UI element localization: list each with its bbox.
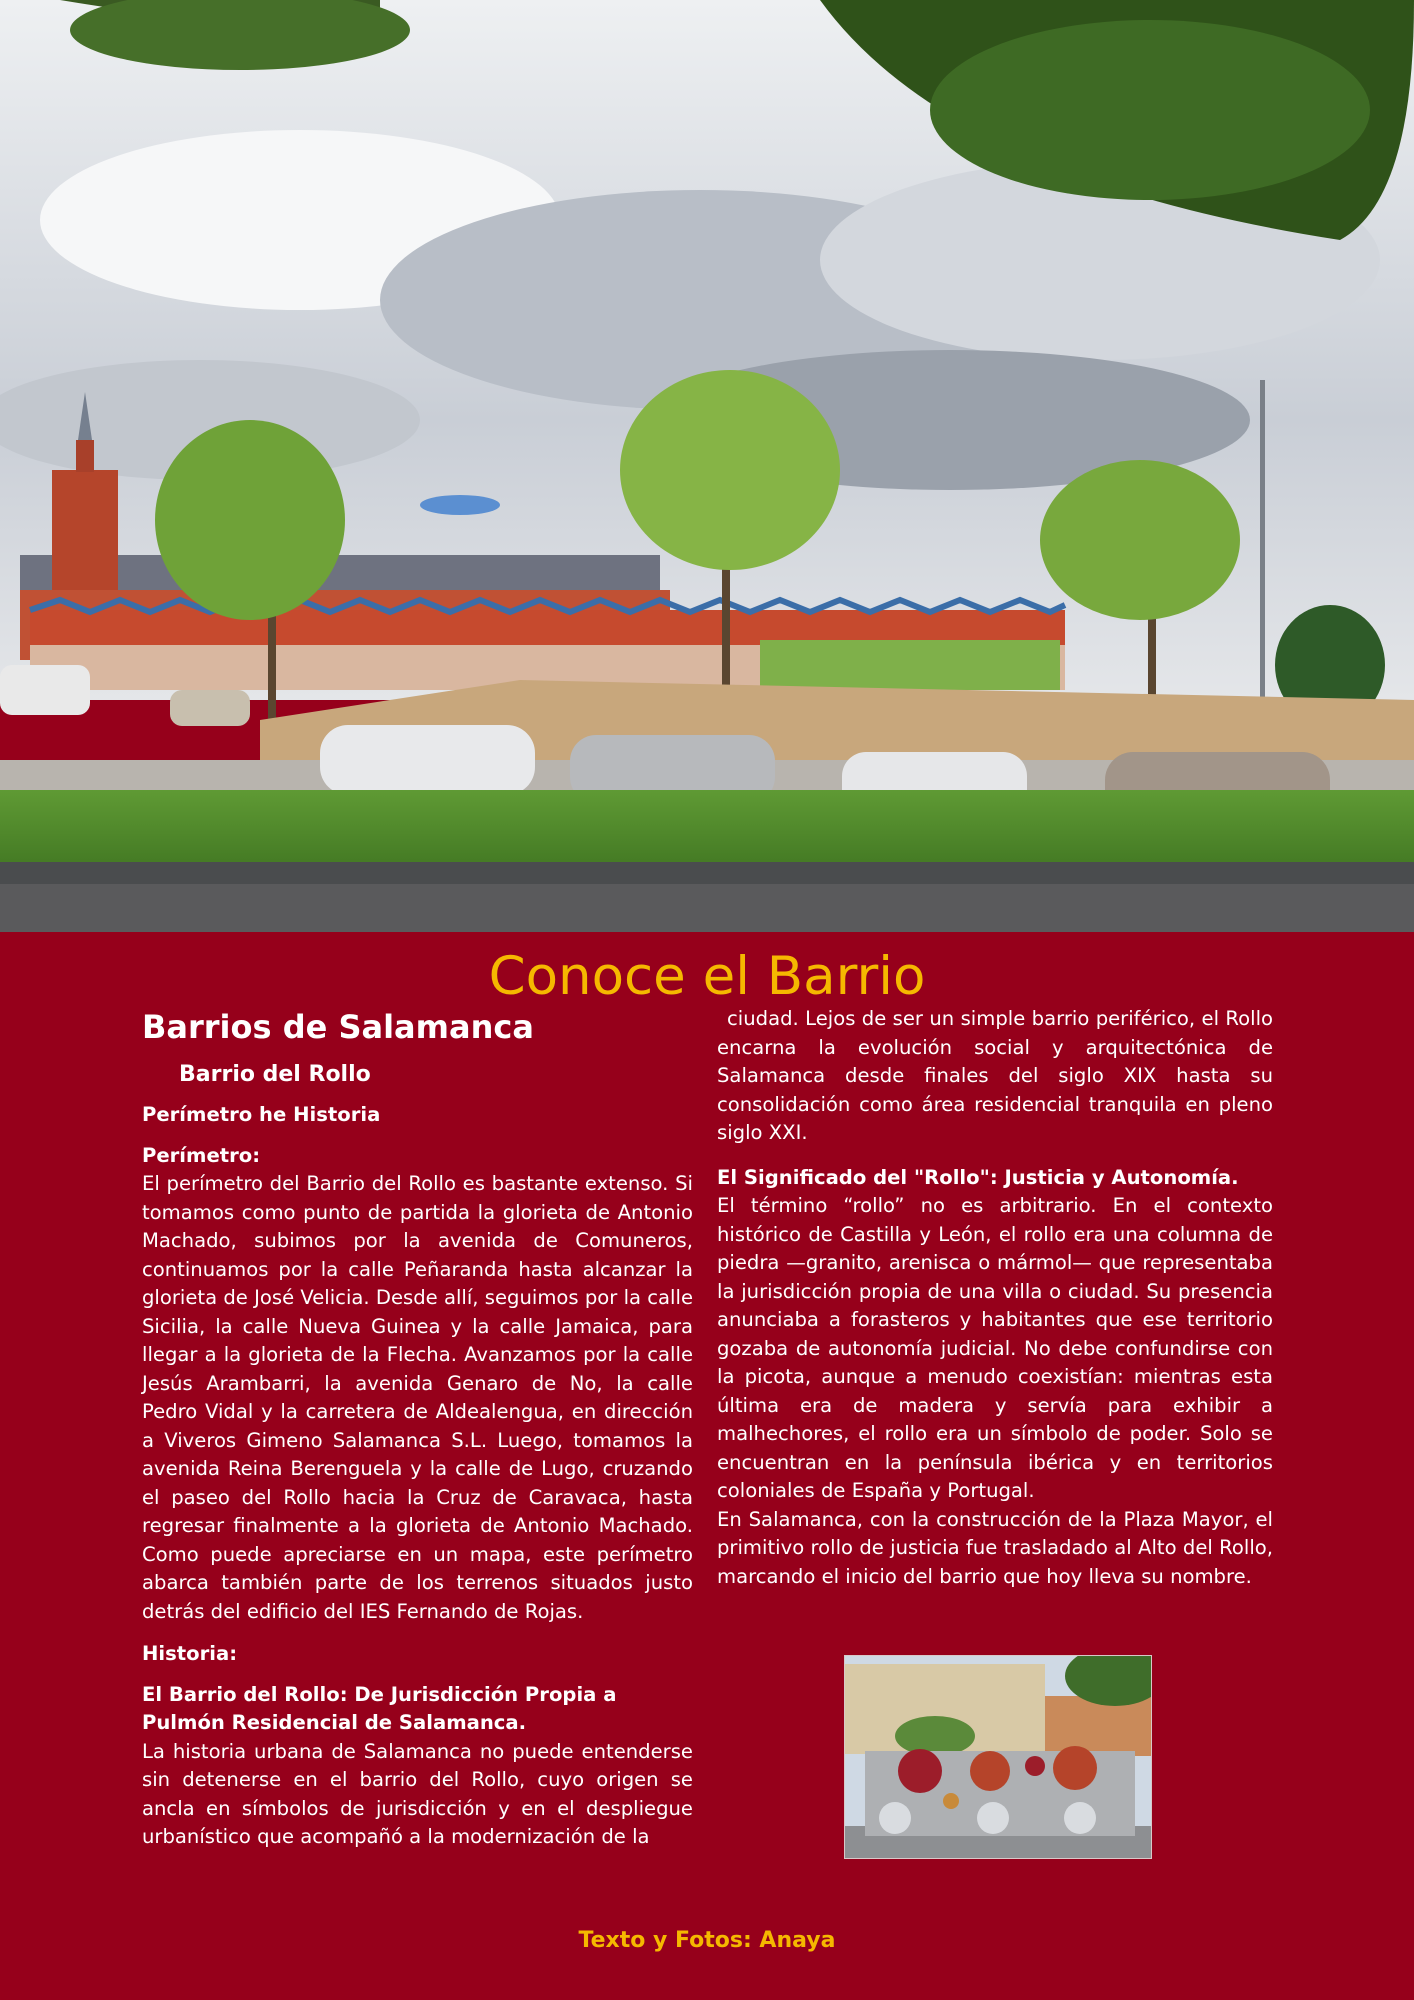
page-title: Conoce el Barrio bbox=[488, 946, 926, 1007]
historia-text: La historia urbana de Salamanca no puede entenderse sin detenerse en el barrio del Rollo, cuyo origen se ancla en símbolos de jurisdicción y en el despliegue urbanístico que acompañó a la modernización de la bbox=[142, 1739, 693, 1848]
hero-photo bbox=[0, 0, 1414, 932]
perimetro-label: Perímetro: bbox=[142, 1143, 261, 1167]
historia-label: Historia: bbox=[142, 1642, 238, 1665]
section-label: Perímetro he Historia bbox=[142, 1103, 381, 1126]
plaza-text: En Salamanca, con la construcción de la Plaza Mayor, el primitivo rollo de justicia fue trasladado al Alto del Rollo, marcando el inicio del barrio que hoy lleva su nombre. bbox=[717, 1507, 1273, 1588]
right-column bbox=[717, 1005, 1273, 1591]
section-heading: Barrios de Salamanca bbox=[142, 1008, 534, 1046]
inset-photo bbox=[844, 1655, 1152, 1859]
continued-text: ciudad. Lejos de ser un simple barrio periférico, el Rollo encarna la evolución social y arquitectónica de Salamanca desde finales del siglo XIX hasta su consolidación como área residencial tranquila en pleno siglo XXI. bbox=[717, 1007, 1273, 1144]
significado-title: El Significado del "Rollo": Justicia y Autonomía. bbox=[717, 1165, 1239, 1189]
historia-title: El Barrio del Rollo: De Jurisdicción Propia a Pulmón Residencial de Salamanca. bbox=[142, 1682, 617, 1734]
barrio-subheading: Barrio del Rollo bbox=[179, 1062, 371, 1087]
monument-photo-icon bbox=[845, 1656, 1151, 1858]
significado-text: El término “rollo” no es arbitrario. En el contexto histórico de Castilla y León, el rollo era una columna de piedra —granito, arenisca o mármol— que representaba la jurisdicción propia de una villa o ciudad. Su presencia anunciaba a forasteros y habitantes que ese territorio gozaba de autonomía judicial. No debe confundirse con la picota, aunque a menudo coexistían: mientras esta última era de madera y servía para exhibir a malhechores, el rollo era un símbolo de poder. Solo se encuentran en la península ibérica y en territorios coloniales de España y Portugal. bbox=[717, 1194, 1273, 1502]
perimetro-text: El perímetro del Barrio del Rollo es bastante extenso. Si tomamos como punto de partida la glorieta de Antonio Machado, subimos por la avenida de Comuneros, continuamos por la calle Peñaranda hasta alcanzar la glorieta de José Velicia. Desde allí, seguimos por la calle Sicilia, la calle Nueva Guinea y la calle Jamaica, para llegar a la glorieta de la Flecha. Avanzamos por la calle Jesús Arambarri, la avenida Genaro de No, la calle Pedro Vidal y la carretera de Aldealengua, en dirección a Viveros Gimeno Salamanca S.L. Luego, tomamos la avenida Reina Berenguela y la calle de Lugo, cruzando el paseo del Rollo hacia la Cruz de Caravaca, hasta regresar finalmente a la glorieta de Antonio Machado. Como puede apreciarse en un mapa, este perímetro abarca también parte de los terrenos situados justo detrás del edificio del IES Fernando de Rojas. bbox=[142, 1172, 693, 1623]
photo-credit: Texto y Fotos: Anaya bbox=[578, 1928, 836, 1953]
left-column bbox=[142, 1005, 693, 1852]
street-photo-icon bbox=[0, 0, 1414, 932]
